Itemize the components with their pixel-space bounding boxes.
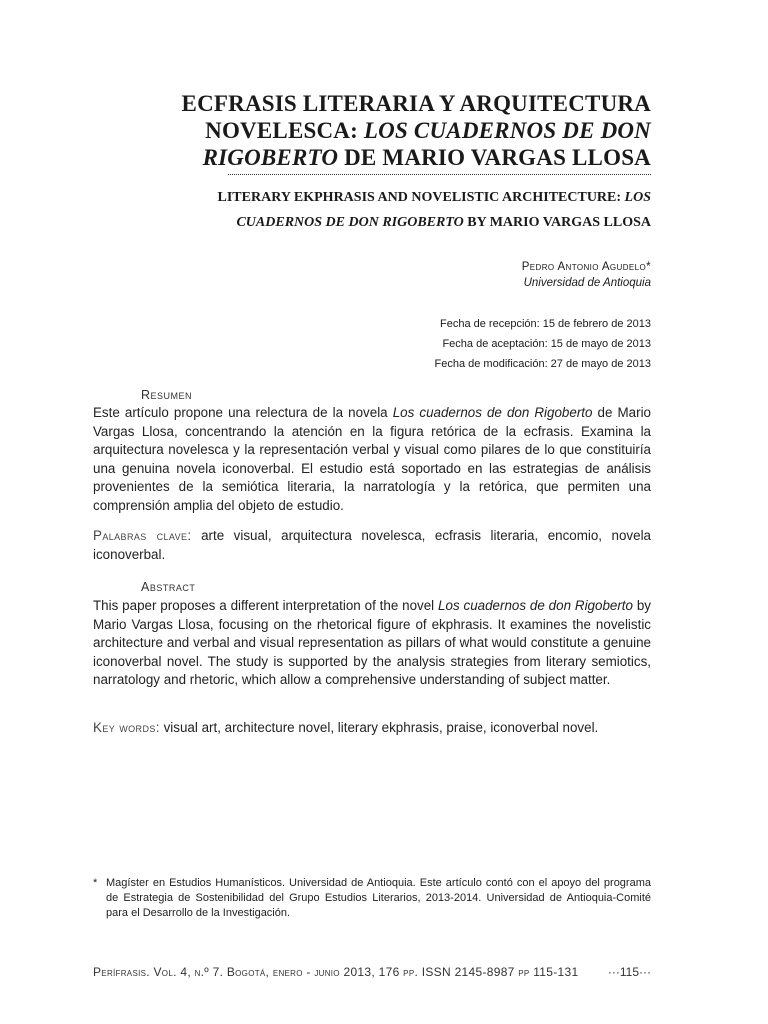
title-en-line-1-italic: LOS [624, 190, 651, 205]
title-en-line-2-suffix: BY MARIO VARGAS LLOSA [463, 215, 651, 230]
page-footer [93, 964, 651, 980]
resumen-heading: Resumen [141, 388, 193, 402]
title-es-line-3-suffix: DE MARIO VARGAS LLOSA [338, 145, 651, 170]
author-affiliation: Universidad de Antioquia [523, 277, 651, 289]
abstract-paragraph [93, 597, 651, 690]
resumen-paragraph [93, 404, 651, 515]
footnote-text: Magíster en Estudios Humanísticos. Universidad de Antioquia. Este artículo contó con el apoyo del programa de Estrategia de Sostenibilidad del Grupo Estudios Literarios, 2013-2014. Universidad de Antioquia-Comité para el Desarrollo de la Investigación. [106, 877, 651, 919]
title-es-line-3 [150, 144, 651, 171]
title-en-line-2-italic: CUADERNOS DE DON RIGOBERTO [236, 215, 464, 230]
key-words [93, 719, 651, 738]
key-words-text: visual art, architecture novel, literary ekphrasis, praise, iconoverbal novel. [159, 720, 599, 735]
page-number: ···115··· [607, 965, 651, 979]
title-es-line-3-italic: RIGOBERTO [202, 145, 339, 170]
resumen-text-after: de Mario Vargas Llosa, concentrando la atención en la figura retórica de la ecfrasis. Examina la arquitectura novelesca y la representación verbal y visual como pilares de lo que constituiría una genuina novela iconoverbal. El estudio está soportado en las estrategias de análisis provenientes de la semiótica literaria, la narratología y la retórica, que permiten una comprensión amplia del objeto de estudio. [93, 405, 651, 513]
abstract-heading: Abstract [141, 580, 196, 594]
abstract-text-after: by Mario Vargas Llosa, focusing on the rhetorical figure of ekphrasis. It examines the novelistic architecture and verbal and visual representation as pillars of what would constitute a genuine iconoverbal novel. The study is supported by the analysis strategies from literary semiotics, narratology and rhetoric, which allow a comprehensive understanding of subject matter. [93, 598, 651, 687]
key-words-label: Key words: [93, 720, 160, 735]
palabras-clave-label: Palabras clave: [93, 528, 192, 543]
title-spanish [150, 90, 651, 171]
palabras-clave [93, 527, 651, 564]
journal-citation: Perífrasis. Vol. 4, n.º 7. Bogotá, enero - junio 2013, 176 pp. ISSN 2145-8987 pp 115-131 [93, 965, 579, 979]
date-received: Fecha de recepción: 15 de febrero de 2013 [440, 318, 651, 330]
dates-block [300, 314, 651, 374]
title-es-line-2 [150, 117, 651, 144]
title-es-line-1: ECFRASIS LITERARIA Y ARQUITECTURA [181, 91, 651, 116]
footnote-mark: * [93, 877, 98, 889]
date-modified: Fecha de modificación: 27 de mayo de 2013 [434, 358, 651, 370]
title-dotted-rule [228, 174, 651, 175]
resumen-text-before: Este artículo propone una relectura de la novela [93, 405, 393, 420]
resumen-novel-title: Los cuadernos de don Rigoberto [392, 405, 593, 420]
palabras-clave-text: arte visual, arquitectura novelesca, ecfrasis literaria, encomio, novela iconoverbal. [93, 528, 651, 562]
date-accepted: Fecha de aceptación: 15 de mayo de 2013 [442, 338, 651, 350]
author-block [300, 259, 651, 291]
title-en-line-1-prefix: LITERARY EKPHRASIS AND NOVELISTIC ARCHITECTURE: [217, 190, 625, 205]
author-name: Pedro Antonio Agudelo* [521, 261, 651, 273]
abstract-novel-title: Los cuadernos de don Rigoberto [438, 598, 633, 613]
abstract-text-before: This paper proposes a different interpretation of the novel [93, 598, 439, 613]
title-en-line-2 [150, 210, 651, 235]
title-es-line-2-italic: LOS CUADERNOS DE DON [363, 118, 651, 143]
title-en-line-1 [150, 185, 651, 210]
footnote [93, 876, 651, 921]
title-es-line-2-prefix: NOVELESCA: [205, 118, 364, 143]
title-english [150, 185, 651, 235]
